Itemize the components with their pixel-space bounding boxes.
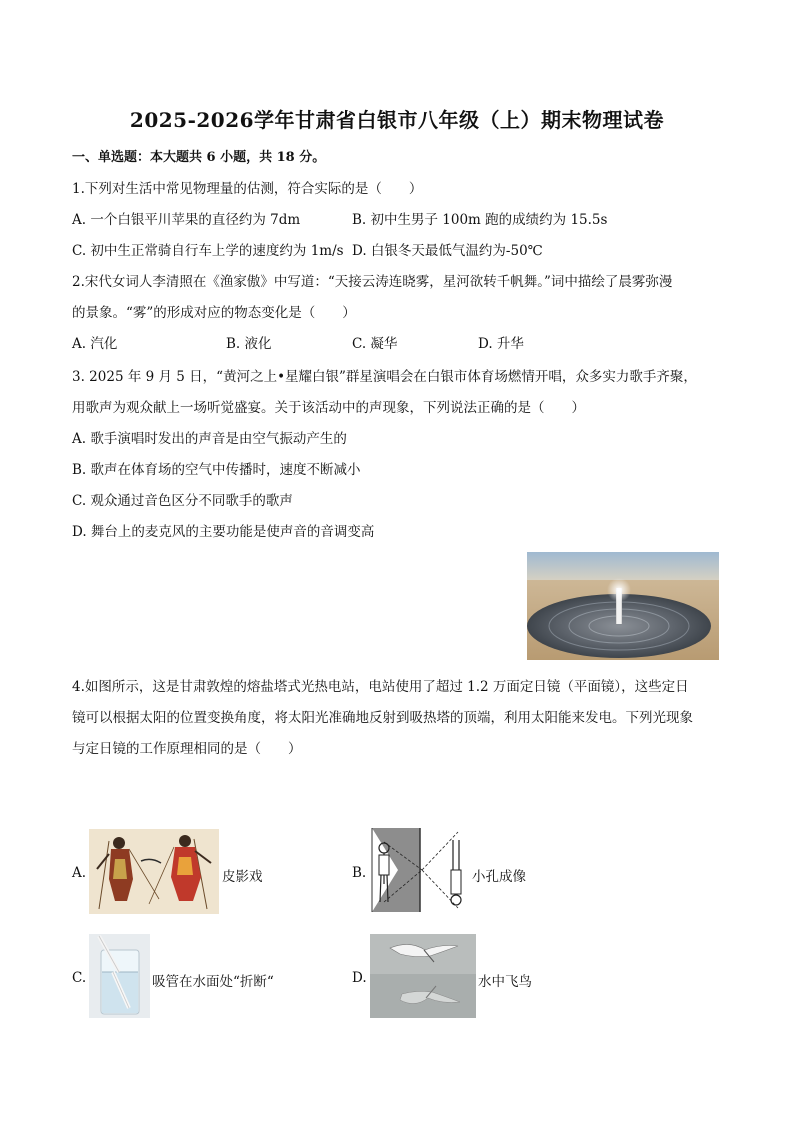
pinhole-imaging-diagram <box>370 828 468 912</box>
question-1-option-c: C. 初中生正常骑自行车上学的速度约为 1m/s <box>72 243 344 259</box>
question-4-option-c-text: 吸管在水面处“折断“ <box>152 974 274 990</box>
section-heading: 一、单选题：本大题共 6 小题，共 18 分。 <box>72 150 326 165</box>
page-title: 2025-2026学年甘肃省白银市八年级（上）期末物理试卷 <box>129 108 665 132</box>
question-2-option-c: C. 凝华 <box>352 336 398 352</box>
question-2-stem-line2: 的景象。“雾”的形成对应的物态变化是（ ） <box>72 305 356 321</box>
solar-power-plant-image <box>527 552 719 660</box>
question-4-option-b-letter: B. <box>352 865 367 881</box>
question-4-option-c-letter: C. <box>72 970 87 986</box>
shadow-puppet-image <box>89 829 219 914</box>
question-1-stem: 1.下列对生活中常见物理量的估测，符合实际的是（ ） <box>72 181 423 197</box>
question-3-stem-line2: 用歌声为观众献上一场听觉盛宴。关于该活动中的声现象，下列说法正确的是（ ） <box>72 400 585 416</box>
question-3-option-d: D. 舞台上的麦克风的主要功能是使声音的音调变高 <box>72 524 375 540</box>
question-2-stem-line1: 2.宋代女词人李清照在《渔家傲》中写道：“天接云涛连晓雾，星河欲转千帆舞。”词中描绘了晨雾弥漫 <box>72 274 673 290</box>
question-4-option-d-letter: D. <box>352 970 367 986</box>
question-2-option-d: D. 升华 <box>478 336 524 352</box>
question-2-option-a: A. 汽化 <box>72 336 118 352</box>
question-4-option-d-text: 水中飞鸟 <box>478 974 532 990</box>
question-3-option-b: B. 歌声在体育场的空气中传播时，速度不断减小 <box>72 462 361 478</box>
question-3-stem-line1: 3. 2025 年 9 月 5 日，“黄河之上•星耀白银”群星演唱会在白银市体育场燃情开唱，众多实力歌手齐聚， <box>72 369 697 385</box>
bird-reflection-image <box>370 934 476 1018</box>
question-4-stem-line1: 4.如图所示，这是甘肃敦煌的熔盐塔式光热电站，电站使用了超过 1.2 万面定日镜（平面镜），这些定日 <box>72 679 689 695</box>
question-4-option-a-text: 皮影戏 <box>222 869 263 885</box>
question-1-option-d: D. 白银冬天最低气温约为-50℃ <box>352 243 543 259</box>
straw-in-water-image <box>89 934 150 1018</box>
question-3-option-c: C. 观众通过音色区分不同歌手的歌声 <box>72 493 293 509</box>
question-4-option-b-text: 小孔成像 <box>472 869 526 885</box>
question-4-option-a-letter: A. <box>72 865 87 881</box>
question-4-stem-line3: 与定日镜的工作原理相同的是（ ） <box>72 741 302 757</box>
question-3-option-a: A. 歌手演唱时发出的声音是由空气振动产生的 <box>72 431 347 447</box>
question-1-option-b: B. 初中生男子 100m 跑的成绩约为 15.5s <box>352 212 608 228</box>
question-2-option-b: B. 液化 <box>226 336 272 352</box>
question-4-stem-line2: 镜可以根据太阳的位置变换角度，将太阳光准确地反射到吸热塔的顶端，利用太阳能来发电。下列光现象 <box>72 710 693 726</box>
question-1-option-a: A. 一个白银平川苹果的直径约为 7dm <box>72 212 301 228</box>
